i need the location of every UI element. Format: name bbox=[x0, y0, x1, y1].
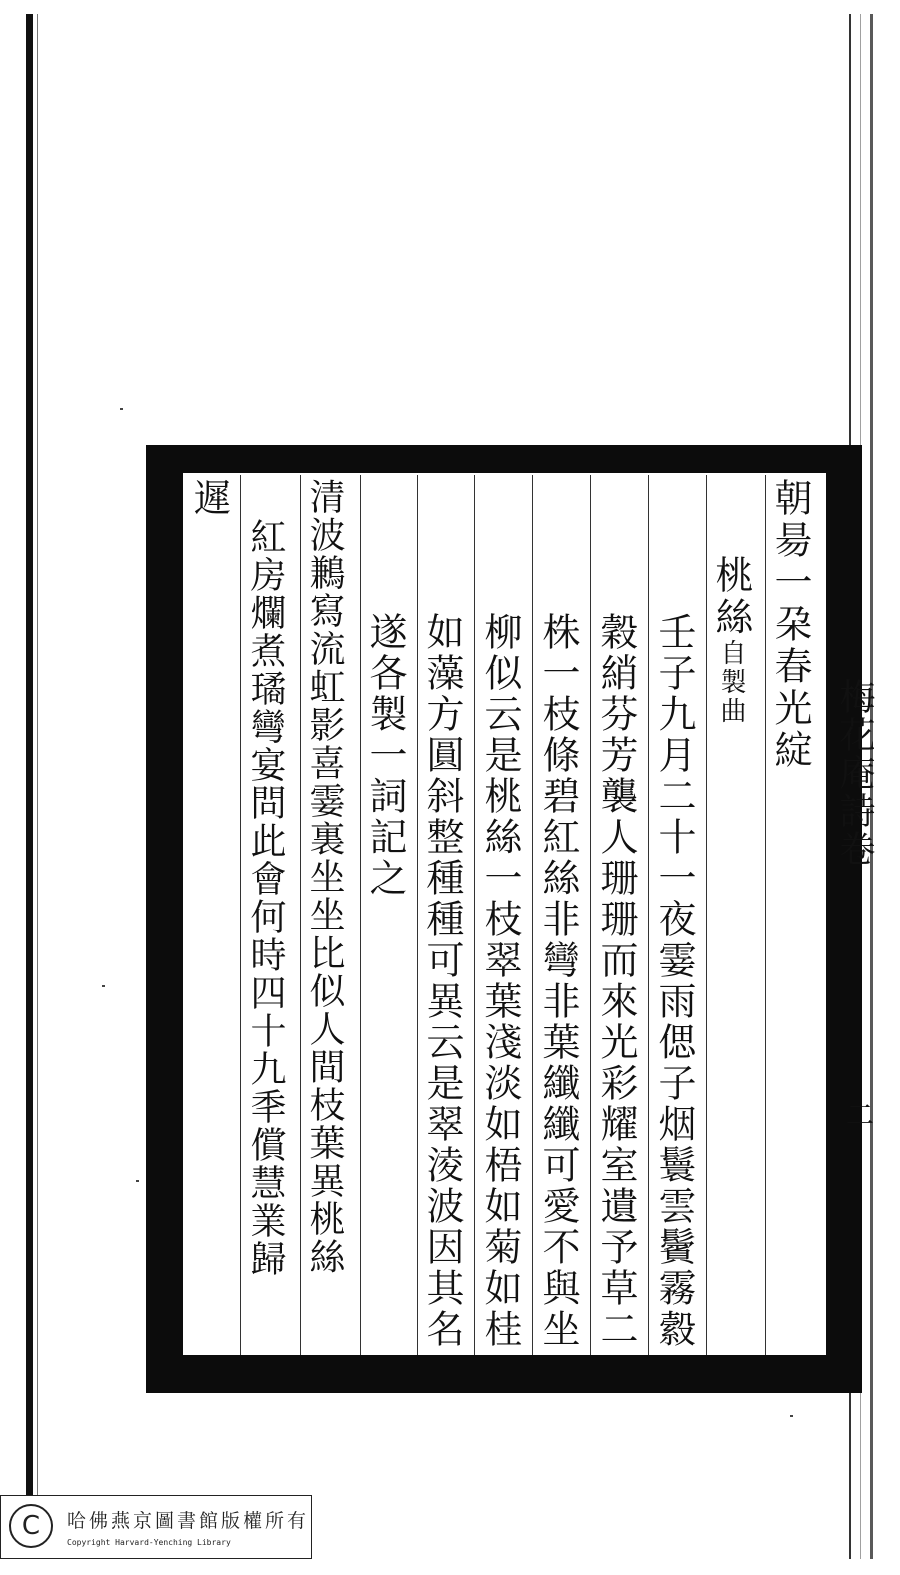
ink-speck bbox=[790, 1415, 793, 1417]
left-margin-rule bbox=[26, 14, 33, 1504]
text-column-3 bbox=[652, 612, 696, 1350]
fold-page-number: 二 bbox=[842, 1100, 875, 1128]
copyright-icon: C bbox=[9, 1504, 53, 1548]
column-divider bbox=[765, 475, 766, 1355]
text-column-1 bbox=[768, 478, 812, 772]
copyright-chinese: 哈佛燕京圖書館版權所有 bbox=[67, 1510, 310, 1532]
copyright-stamp bbox=[0, 1495, 312, 1559]
fold-title: 梅花庵詩卷 bbox=[834, 678, 875, 868]
column-text: 株一枝條碧紅絲非彎非葉纖纖可愛不與坐 bbox=[536, 612, 580, 1350]
column-text: 清波鶼寫流虹影喜霎裏坐坐比似人間枝葉異桃絲 bbox=[304, 478, 345, 1276]
column-text: 紅房爛煮璚彎宴問此會何時四十九秊償慧業歸 bbox=[245, 518, 286, 1278]
column-divider bbox=[474, 475, 475, 1355]
column-divider bbox=[300, 475, 301, 1355]
text-column-10 bbox=[245, 518, 286, 1278]
text-column-9 bbox=[304, 478, 345, 1276]
text-column-5 bbox=[536, 612, 580, 1350]
column-text: 如藻方圓斜整種種可異云是翠淩波因其名 bbox=[420, 612, 464, 1350]
text-column-6 bbox=[478, 612, 522, 1350]
poem-title: 桃絲 bbox=[709, 555, 753, 639]
copyright-english: Copyright Harvard-Yenching Library bbox=[67, 1538, 231, 1547]
column-text: 遲 bbox=[187, 478, 231, 520]
ink-speck bbox=[102, 985, 105, 987]
ink-speck bbox=[120, 408, 123, 410]
text-column-4 bbox=[594, 612, 638, 1350]
column-divider bbox=[360, 475, 361, 1355]
column-text: 朝昜一朶春光綻 bbox=[768, 478, 812, 772]
text-column-11 bbox=[187, 478, 231, 520]
column-divider bbox=[240, 475, 241, 1355]
fold-margin bbox=[828, 450, 875, 1390]
column-text: 壬子九月二十一夜霎雨偲子烟鬟雲鬢霧縠 bbox=[652, 612, 696, 1350]
column-divider bbox=[417, 475, 418, 1355]
text-column-7 bbox=[420, 612, 464, 1350]
column-divider bbox=[706, 475, 707, 1355]
ink-speck bbox=[136, 1180, 139, 1182]
column-divider bbox=[648, 475, 649, 1355]
text-column-8 bbox=[363, 612, 407, 899]
column-text: 遂各製一詞記之 bbox=[363, 612, 407, 899]
column-text: 穀綃芬芳襲人珊珊而來光彩耀室遺予草二 bbox=[594, 612, 638, 1350]
column-text: 柳似云是桃絲一枝翠葉淺淡如梧如菊如桂 bbox=[478, 612, 522, 1350]
poem-subtitle: 自製曲 bbox=[716, 639, 746, 726]
left-margin-rule-thin bbox=[37, 14, 38, 1504]
text-column-2 bbox=[709, 555, 753, 726]
column-divider bbox=[532, 475, 533, 1355]
column-divider bbox=[590, 475, 591, 1355]
